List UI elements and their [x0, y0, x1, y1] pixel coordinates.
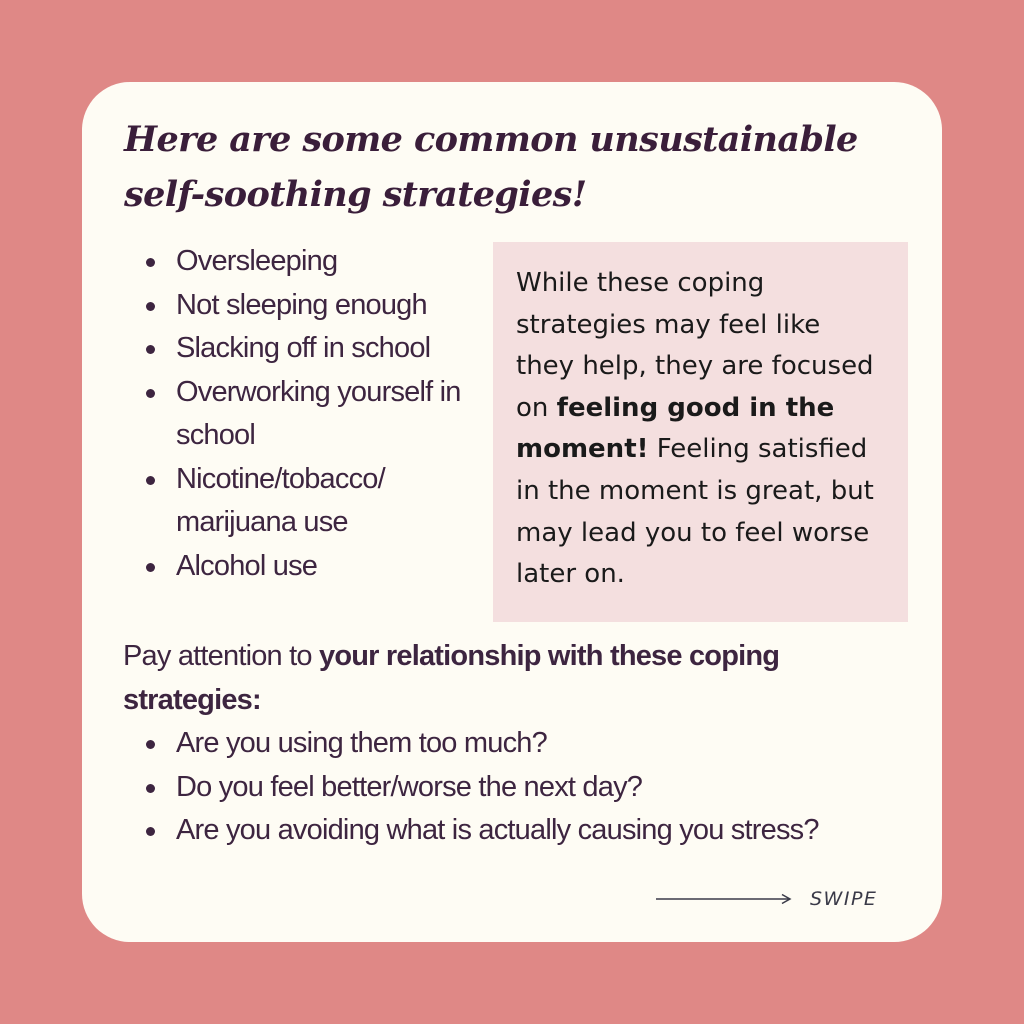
arrow-right-icon	[656, 893, 792, 905]
strategies-list	[124, 240, 464, 588]
card-title	[124, 112, 924, 222]
card-title-line-2: self-soothing strategies!	[124, 174, 587, 215]
info-card	[82, 82, 942, 942]
callout-text-start: While these coping strategies may feel like they help, they are focused on	[516, 268, 874, 423]
relationship-intro	[123, 635, 913, 722]
list-item: Oversleeping	[124, 240, 464, 284]
list-item: Are you using them too much?	[124, 722, 924, 766]
relationship-intro-text: Pay attention to	[123, 640, 319, 672]
list-item: Are you avoiding what is actually causing you stress?	[124, 809, 924, 853]
list-item: Slacking off in school	[124, 327, 464, 371]
callout-text	[516, 263, 884, 596]
list-item: Nicotine/tobacco/ marijuana use	[124, 458, 464, 545]
callout-emphasis: feeling good in the moment!	[516, 392, 835, 465]
relationship-intro-emphasis: your relationship with these coping strategies:	[123, 640, 780, 716]
list-item: Not sleeping enough	[124, 284, 464, 328]
questions-list	[124, 722, 924, 853]
swipe-indicator[interactable]	[656, 888, 877, 910]
list-item: Alcohol use	[124, 545, 464, 589]
card-title-line-1: Here are some common unsustainable	[124, 119, 858, 160]
list-item: Do you feel better/worse the next day?	[124, 766, 924, 810]
swipe-label: SWIPE	[810, 888, 878, 910]
callout-text-end: Feeling satisfied in the moment is great, but may lead you to feel worse later on.	[516, 434, 874, 590]
list-item: Overworking yourself in school	[124, 371, 464, 458]
callout-box	[493, 242, 908, 622]
